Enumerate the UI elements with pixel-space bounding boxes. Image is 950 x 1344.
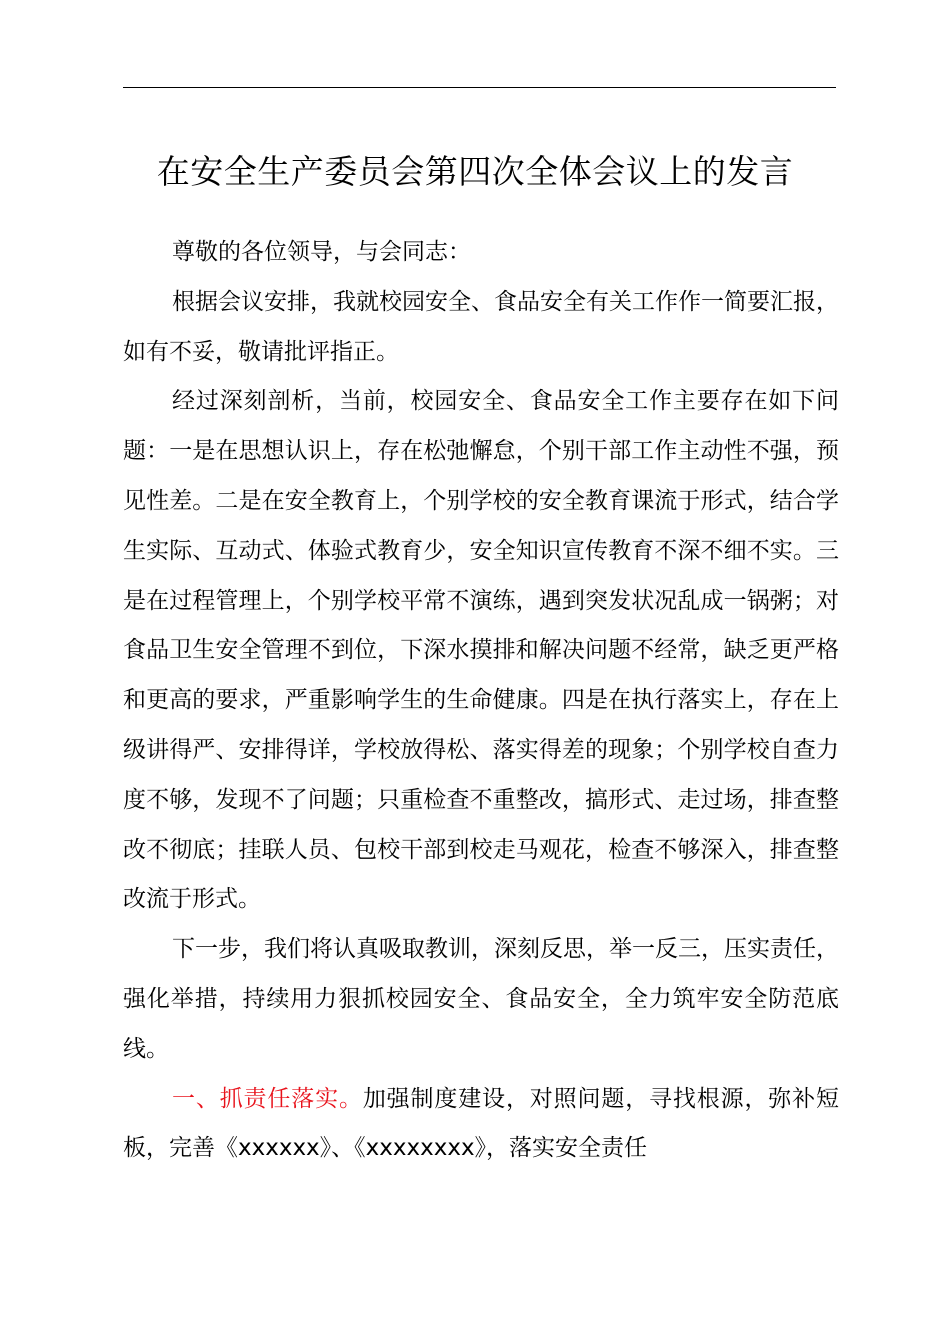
paragraph-section-one xyxy=(123,1075,839,1175)
document-title: 在安全生产委员会第四次全体会议上的发言 xyxy=(156,152,794,191)
paragraph-intro: 根据会议安排，我就校园安全、食品安全有关工作作一简要汇报，如有不妥，敬请批评指正。 xyxy=(123,288,839,365)
header-rule xyxy=(123,87,836,88)
document-body xyxy=(123,228,839,1174)
salutation: 尊敬的各位领导，与会同志： xyxy=(172,239,471,265)
paragraph-next-steps: 下一步，我们将认真吸取教训，深刻反思，举一反三，压实责任，强化举措，持续用力狠抓校园安全、食品安全，全力筑牢安全防范底线。 xyxy=(123,936,839,1062)
paragraph-problems: 经过深刻剖析，当前，校园安全、食品安全工作主要存在如下问题：一是在思想认识上，存在松弛懈怠，个别干部工作主动性不强，预见性差。二是在安全教育上，个别学校的安全教育课流于形式，结合学生实际、互动式、体验式教育少，安全知识宣传教育不深不细不实。三是在过程管理上，个别学校平常不演练，遇到突发状况乱成一锅粥；对食品卫生安全管理不到位，下深水摸排和解决问题不经常，缺乏更严格和更高的要求，严重影响学生的生命健康。四是在执行落实上，存在上级讲得严、安排得详，学校放得松、落实得差的现象；个别学校自查力度不够，发现不了问题；只重检查不重整改，搞形式、走过场，排查整改不彻底；挂联人员、包校干部到校走马观花，检查不够深入，排查整改流于形式。 xyxy=(123,388,839,913)
section-one-heading: 一、抓责任落实。 xyxy=(172,1085,363,1112)
section-one-text: 加强制度建设，对照问题，寻找根源，弥补短板，完善《xxxxxx》、《xxxxxxxx》，落实安全责任 xyxy=(123,1085,840,1162)
